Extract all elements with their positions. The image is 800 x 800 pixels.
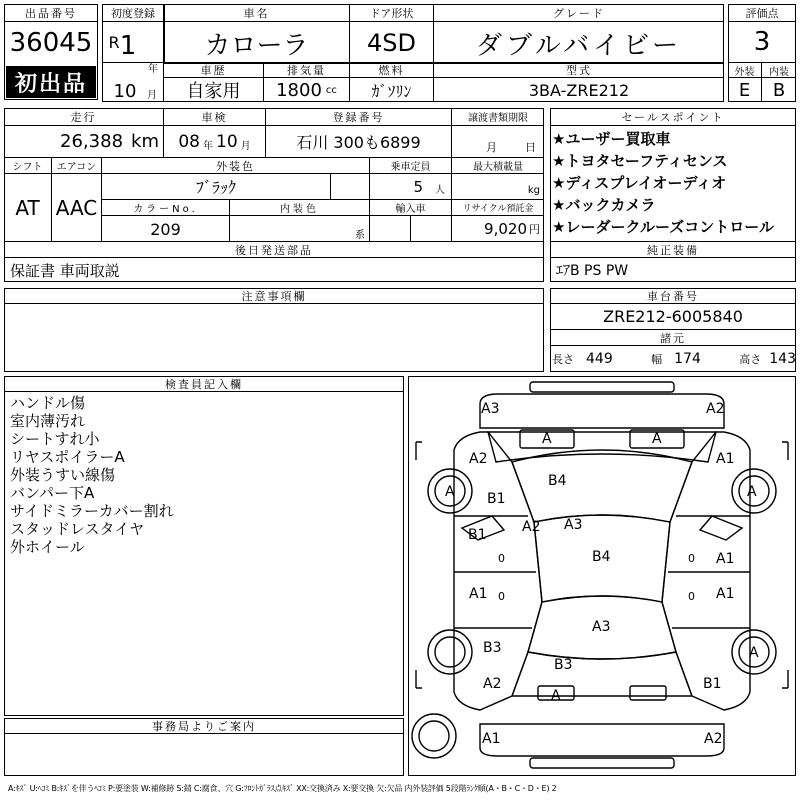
car-name: カローラ <box>164 22 350 64</box>
later-parts-label: 後日発送部品 <box>4 242 544 258</box>
legend: A:ｷｽﾞ U:ﾍｺﾐ B:ｷｽﾞを伴うﾍｺﾐ P:要塗装 W:補修跡 S:錆 C:腐食、穴 G:ﾌﾛﾝﾄｶﾞﾗｽ点ｷｽﾞ XX:交換済み X:要交換 欠:欠品 内外装評価 5段階ﾗﾝｸ順(A・B・C・D・E) 2 <box>8 783 557 793</box>
int-label: 内装 <box>762 62 796 78</box>
car-diagram <box>408 376 796 776</box>
inspector-line: 外ホイール <box>10 538 85 556</box>
width <box>651 351 701 367</box>
damage-mark: A1 <box>716 451 735 467</box>
reg-year-unit: 年 <box>148 63 158 74</box>
damage-mark: B4 <box>548 473 567 489</box>
inspect-year: 08 <box>178 131 200 152</box>
door-label: ドア形状 <box>350 4 434 22</box>
damage-mark: 0 <box>688 552 695 565</box>
first-listing-badge: 初出品 <box>6 66 96 98</box>
body-color: ﾌﾞﾗｯｸ <box>102 174 330 200</box>
score-label: 評価点 <box>728 4 796 22</box>
grade-label: グレード <box>434 4 724 22</box>
notes-label: 注意事項欄 <box>4 288 544 304</box>
later-parts: 保証書 車両取説 <box>10 261 120 280</box>
mileage-unit: km <box>131 131 159 152</box>
damage-mark: A3 <box>481 401 500 417</box>
km-label: 走行 <box>4 108 164 126</box>
inspect-month: 10 <box>216 131 238 152</box>
displacement <box>264 78 350 102</box>
chassis-number: ZRE212-6005840 <box>550 304 796 330</box>
damage-mark: B3 <box>554 657 573 673</box>
reg-label: 初度登録 <box>102 4 164 22</box>
damage-mark: A1 <box>469 586 488 602</box>
history: 自家用 <box>164 78 264 102</box>
import-label: 輸入車 <box>370 200 452 216</box>
height-value: 143 <box>769 351 796 367</box>
plate-number: 石川 300も6899 <box>266 126 452 158</box>
sales-label: セールスポイント <box>550 108 796 126</box>
damage-mark: A3 <box>592 619 611 635</box>
inspector-line: バンパー下A <box>10 484 95 502</box>
model-code: 3BA-ZRE212 <box>528 80 630 100</box>
sales-list <box>552 128 796 238</box>
inspector-line: 室内薄汚れ <box>10 412 86 430</box>
transfer-label: 譲渡書類期限 <box>452 108 544 126</box>
dims-label: 諸元 <box>550 330 796 346</box>
model-label: 型式 <box>434 62 724 78</box>
genuine-equipment: ｴｱB PS PW <box>556 263 629 279</box>
length <box>552 351 613 367</box>
chassis-label: 車台番号 <box>550 288 796 304</box>
damage-mark: A1 <box>716 551 735 567</box>
inspector-lines <box>10 394 174 556</box>
inspector-line: ハンドル傷 <box>10 394 86 412</box>
length-label: 長さ <box>552 353 574 366</box>
sales-point: ★ユーザー買取車 <box>552 130 671 148</box>
color-number: 209 <box>102 216 230 242</box>
damage-mark: A1 <box>716 586 735 602</box>
inspector-line: リヤスポイラーA <box>10 448 125 466</box>
damage-mark: A2 <box>704 731 723 747</box>
transfer-date <box>452 126 544 158</box>
shift-label: シフト <box>4 158 52 174</box>
load-unit: kg <box>452 174 544 200</box>
seats <box>370 174 452 200</box>
damage-mark: A <box>747 484 757 500</box>
transfer-month-unit: 月 <box>486 140 497 154</box>
recycle-unit: 円 <box>529 223 540 236</box>
sales-point: ★トヨタセーフティセンス <box>552 152 728 170</box>
damage-mark: B3 <box>483 640 502 656</box>
displacement-unit: cc <box>325 84 337 96</box>
damage-mark: 0 <box>688 590 695 603</box>
import-value <box>370 216 452 242</box>
damage-mark: B1 <box>468 527 487 543</box>
inspector-label: 検査員記入欄 <box>4 376 404 392</box>
recycle-fee <box>452 216 544 242</box>
lot-number: 36045 <box>9 28 93 58</box>
damage-mark: A1 <box>482 731 501 747</box>
int-color-unit: 系 <box>230 216 370 242</box>
damage-mark: A <box>542 431 552 447</box>
disp-label: 排気量 <box>264 62 350 78</box>
recycle-value: 9,020 <box>484 220 527 238</box>
inspect-month-unit: 月 <box>240 141 251 152</box>
width-label: 幅 <box>651 353 663 366</box>
damage-mark: A <box>551 688 561 704</box>
office-label: 事務局よりご案内 <box>4 718 404 734</box>
seats-value: 5 <box>413 177 423 196</box>
inspect-year-unit: 年 <box>203 141 213 152</box>
int-color-label: 内装色 <box>230 200 370 216</box>
damage-mark: A <box>445 484 455 500</box>
damage-mark: A2 <box>522 519 541 535</box>
dims-row <box>552 346 796 372</box>
height-label: 高さ <box>739 353 762 366</box>
mileage <box>4 126 164 158</box>
reg-month-unit: 月 <box>147 89 157 100</box>
history-label: 車歴 <box>164 62 264 78</box>
ext-grade: E <box>728 78 762 102</box>
import-divider <box>410 216 411 242</box>
color-no-label: カラーNo. <box>102 200 230 216</box>
damage-mark: A <box>652 431 662 447</box>
ac-label: エアコン <box>52 158 102 174</box>
color-swatch <box>330 174 370 200</box>
damage-mark: 0 <box>498 552 505 565</box>
damage-mark: A <box>749 645 759 661</box>
grade: ダブルバイビー <box>475 30 683 61</box>
name-label: 車名 <box>164 4 350 22</box>
reg-era: R <box>108 32 120 52</box>
sales-point: ★バックカメラ <box>552 196 656 214</box>
inspector-line: シートすれ小 <box>10 430 100 448</box>
height <box>739 351 796 367</box>
damage-mark: A3 <box>564 517 583 533</box>
damage-mark: A2 <box>469 451 488 467</box>
inspect-label: 車検 <box>164 108 266 126</box>
width-value: 174 <box>674 351 701 367</box>
damage-mark: A2 <box>706 401 725 417</box>
sales-point: ★レーダークルーズコントロール <box>552 218 774 236</box>
damage-mark: B4 <box>592 549 611 565</box>
seats-unit: 人 <box>435 185 445 196</box>
shift: AT <box>4 174 52 242</box>
seats-label: 乗車定員 <box>370 158 452 174</box>
plate-label: 登録番号 <box>266 108 452 126</box>
damage-mark: A2 <box>483 676 502 692</box>
reg-year: 1 <box>119 31 137 61</box>
lot-label: 出品番号 <box>4 4 98 22</box>
ext-label: 外装 <box>728 62 762 78</box>
aircon: AAC <box>52 174 102 242</box>
damage-mark: B1 <box>487 491 506 507</box>
inspector-line: 外装うすい線傷 <box>10 466 116 484</box>
recycle-label: リサイクル預託金 <box>452 200 544 216</box>
damage-mark: B1 <box>703 676 722 692</box>
damage-mark: 0 <box>498 590 505 603</box>
inspector-line: サイドミラーカバー割れ <box>10 502 174 520</box>
transfer-day-unit: 日 <box>525 140 536 154</box>
inspector-line: スタッドレスタイヤ <box>10 520 145 538</box>
genuine-label: 純正装備 <box>550 242 796 258</box>
score: 3 <box>753 27 771 57</box>
door-type: 4SD <box>350 22 434 64</box>
fuel: ｶﾞｿﾘﾝ <box>350 78 434 102</box>
fuel-label: 燃料 <box>350 62 434 78</box>
inspection-date <box>164 126 266 158</box>
length-value: 449 <box>586 351 613 367</box>
int-grade: B <box>772 79 786 101</box>
reg-month: 10 <box>113 80 137 102</box>
displacement-value: 1800 <box>276 79 322 101</box>
color-label: 外装色 <box>102 158 370 174</box>
mileage-value: 26,388 <box>60 131 124 152</box>
sales-point: ★ディスプレイオーディオ <box>552 174 727 192</box>
load-label: 最大積載量 <box>452 158 544 174</box>
